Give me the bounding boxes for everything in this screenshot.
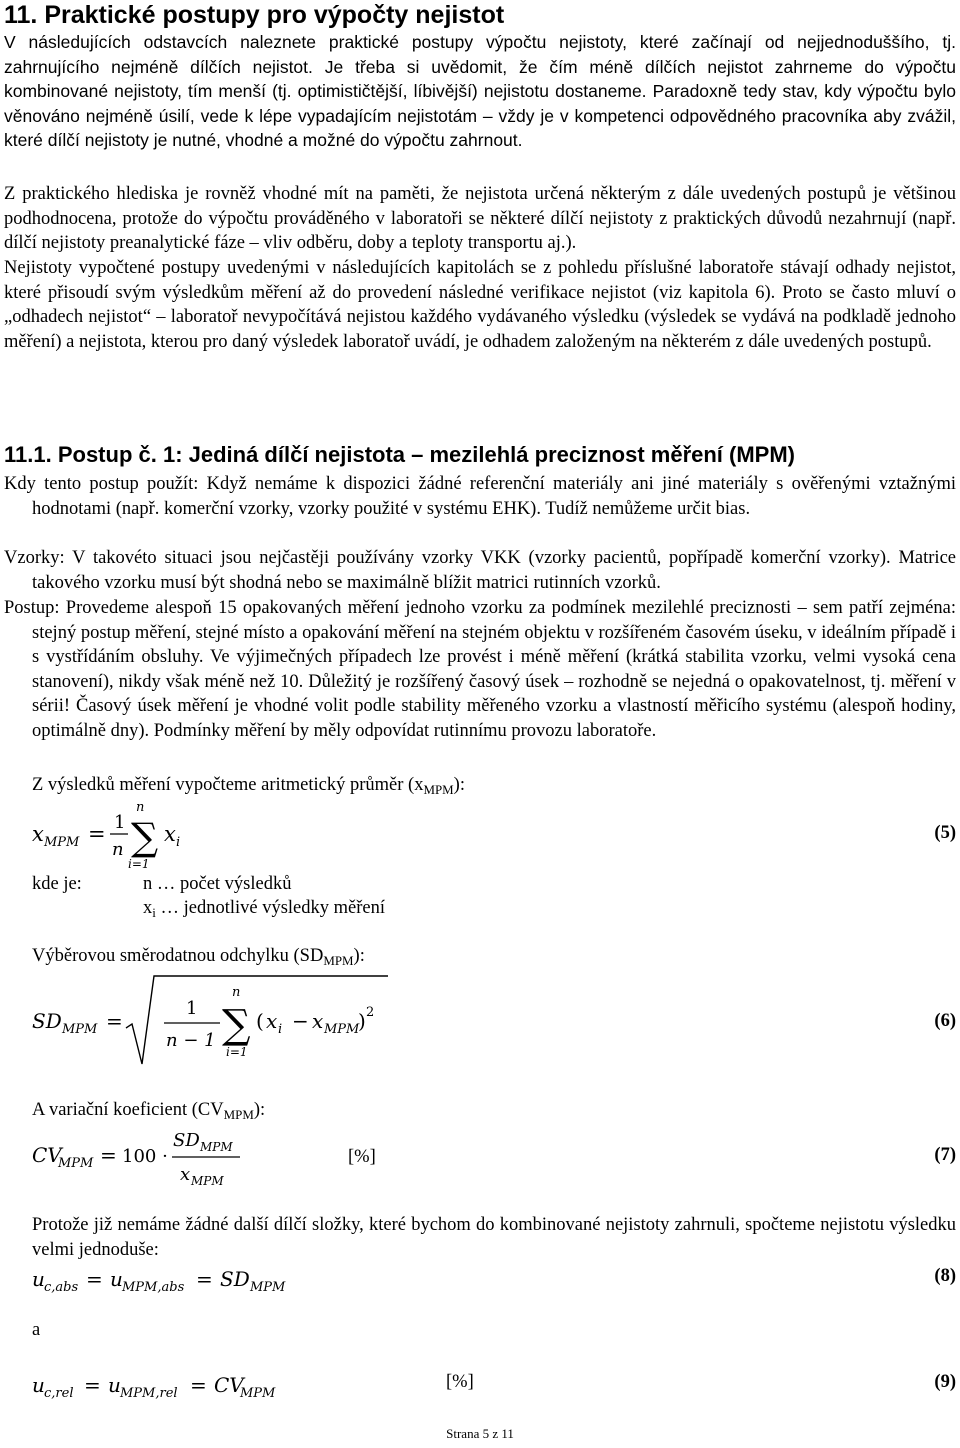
mean-intro-subscript: MPM xyxy=(423,781,454,797)
eq6-mpm: MPM xyxy=(62,1022,98,1037)
equation-cv-svg xyxy=(30,1122,290,1192)
equation-u-abs xyxy=(30,1262,330,1296)
eq5-lower: i=1 xyxy=(128,857,150,870)
cv-intro-end: ): xyxy=(253,1100,266,1120)
page-footer: Strana 5 z 11 xyxy=(446,1426,514,1441)
eq7-hundred: 100 · xyxy=(122,1146,168,1167)
eq6-equals: = xyxy=(106,1009,123,1033)
eq7-equals: = xyxy=(100,1143,117,1167)
intro-paragraph-2: Z praktického hlediska je rovněž vhodné mít na paměti, že nejistota určená některým z dále uvedených postupů je většinou podhodnocena, protože do výpočtu prováděného v laboratoři se některé dílčí nejistoty z praktických důvodů nezahrnují (např. dílčí nejistoty preanalytické fáze – vliv odběru, doby a teploty transportu aj.). xyxy=(4,184,956,253)
sd-intro-text: Výběrovou směrodatnou odchylku (SD xyxy=(32,946,324,966)
equation-u-rel xyxy=(30,1368,330,1402)
equation-u-abs-svg xyxy=(30,1262,330,1296)
final-paragraph: Protože již nemáme žádné další dílčí složky, které bychom do kombinované nejistoty zahrnuli, spočteme nejistotu výsledku velmi jednoduše: xyxy=(32,1215,956,1260)
when-to-use-paragraph: Kdy tento postup použít: Když nemáme k dispozici žádné referenční materiály ani jiné materiály s ověřenými vztažnými hodnotami (např. komerční vzorky, vzorky použité v systému EHK). Tudíž nemůžeme určit bias. xyxy=(4,474,956,519)
intro-paragraph-1: V následujících odstavcích naleznete praktické postupy výpočtu nejistoty, které začínají od nejjednoduššího, tj. zahrnujícího nejméně dílčích nejistot. Je třeba si uvědomit, že čím méně dílčích nejistot zahrneme do výpočtu kombinované nejistoty, tím menší (tj. optimističtější, líbivější) nejistotu dostaneme. Paradoxně tedy stav, kdy výpočtu bylo věnováno nejméně úsilí, vede k lépe vypadajícím nejistotám – vždy je v kompetenci odpovědného pracovníka aby zvážil, které dílčí nejistoty je nutné, vhodné a možné do výpočtu zahrnout. xyxy=(4,32,956,150)
procedure-paragraph: Postup: Provedeme alespoň 15 opakovaných měření jednoho vzorku za podmínek mezilehlé preciznosti – sem patří zejména: stejný postup měření, stejné místo a opakování měření na stejném objektu v rozšířeném časovém úseku, v ideálním případě i s vystřídáním obsluhy. Ve výjimečných případech lze provést i méně měření (krátká stabilita vzorku, velmi vysoká cena stanovení), nikdy však méně než 10. Důležitý je rozšířený časový úsek – rozhodně se nejedná o opakovatelnost, tj. měření v sérii! Časový úsek měření je vhodné volit podle stability měřeného vzorku a vlastností měřicího systému (alespoň hodiny, optimálně dny). Podmínky měření by měly odpovídat rutinnímu provozu laboratoře. xyxy=(4,598,956,741)
eq8-u: u xyxy=(32,1267,45,1291)
eq6-minus: − xyxy=(292,1009,309,1033)
equation-mean-svg xyxy=(30,795,230,870)
eq5-sum: ∑ xyxy=(131,815,159,859)
eq7-percent: [%] xyxy=(348,1147,376,1167)
eq9-cv: CV xyxy=(214,1373,244,1397)
eq9-equals-2: = xyxy=(190,1373,207,1397)
eq9-u: u xyxy=(32,1373,45,1397)
eq5-n: n xyxy=(112,839,124,860)
eq5-equals: = xyxy=(88,822,106,846)
eq6-one: 1 xyxy=(186,998,198,1019)
eq8-u2: u xyxy=(110,1267,123,1291)
intro-paragraph-3: Nejistoty vypočtené postupy uvedenými v následujících kapitolách se z pohledu příslušné laboratoře stávají odhady nejistot, které přisoudí svým výsledkům měření až do provedení následné verifikace nejistot (viz kapitola 6). Proto se často mluví o „odhadech nejistot“ – laboratoř nevypočítává nejistou každého vydávaného výsledku (výsledek se vydává na podkladě jednoho měření) a nejistota, kterou pro daný výsledek laboratoř uvádí, je odhadem založeným na některém z dále uvedených postupů. xyxy=(4,258,956,352)
eq6-x: x xyxy=(312,1009,324,1033)
eq9-c-rel: c,rel xyxy=(44,1386,74,1401)
eq5-xi: x xyxy=(164,822,176,846)
equation-number-9: (9) xyxy=(934,1372,956,1392)
eq9-cv-mpm: MPM xyxy=(240,1386,276,1401)
eq6-sum: ∑ xyxy=(222,1002,251,1048)
cv-intro-text: A variační koeficient (CV xyxy=(32,1100,224,1120)
definition-xi-subscript: i xyxy=(152,904,156,920)
eq7-cv: CV xyxy=(32,1143,62,1167)
eq6-xi: x xyxy=(266,1009,278,1033)
section-heading: 11.1. Postup č. 1: Jediná dílčí nejistota – mezilehlá preciznost měření (MPM) xyxy=(4,442,796,467)
cv-intro-subscript: MPM xyxy=(223,1106,254,1122)
mean-intro-text: Z výsledků měření vypočteme aritmetický průměr (x xyxy=(32,775,424,795)
eq9-percent: [%] xyxy=(446,1372,474,1392)
eq8-c-abs: c,abs xyxy=(44,1280,79,1295)
eq5-x: x xyxy=(32,822,44,846)
conjunction-a: a xyxy=(32,1320,41,1340)
equation-u-rel-svg xyxy=(30,1368,330,1402)
samples-paragraph: Vzorky: V takovéto situaci jsou nejčastěji používány vzorky VKK (vzorky pacientů, popřípadě komerční vzorky). Matrice takového vzorku musí být shodná nebo se maximálně blížit matrici rutinních vzorků. xyxy=(4,548,956,593)
eq8-equals-1: = xyxy=(86,1267,103,1291)
eq9-mpm-rel: MPM,rel xyxy=(120,1386,178,1401)
eq8-equals-2: = xyxy=(196,1267,213,1291)
eq8-mpm-abs: MPM,abs xyxy=(122,1280,185,1295)
eq9-equals-1: = xyxy=(84,1373,101,1397)
eq5-upper: n xyxy=(136,800,145,815)
eq6-sd: SD xyxy=(32,1009,62,1033)
definition-xi xyxy=(143,896,385,925)
eq7-mpm: MPM xyxy=(58,1156,94,1171)
definition-xi-symbol: x xyxy=(143,898,153,918)
eq5-i: i xyxy=(176,835,181,850)
eq8-sd-mpm: MPM xyxy=(250,1280,286,1295)
eq6-n-minus-1: n − 1 xyxy=(166,1030,216,1051)
eq6-upper: n xyxy=(232,985,241,1000)
equation-mean xyxy=(30,795,230,870)
equation-number-8: (8) xyxy=(934,1266,956,1286)
eq5-mpm: MPM xyxy=(44,835,80,850)
definition-n: n … počet výsledků xyxy=(143,874,292,894)
eq7-x-mpm: MPM xyxy=(191,1174,224,1188)
definition-xi-text: … jednotlivé výsledky měření xyxy=(155,898,386,918)
eq6-lower: i=1 xyxy=(226,1045,248,1059)
eq6-open-paren: ( xyxy=(256,1009,264,1033)
equation-number-5: (5) xyxy=(934,823,956,843)
eq5-one: 1 xyxy=(114,812,126,833)
eq7-sd: SD xyxy=(173,1130,200,1151)
eq8-sd: SD xyxy=(220,1267,250,1291)
chapter-heading: 11. Praktické postupy pro výpočty nejistot xyxy=(4,1,505,29)
mean-intro-end: ): xyxy=(453,775,465,795)
equation-number-6: (6) xyxy=(934,1011,956,1031)
where-label: kde je: xyxy=(32,874,82,894)
sd-intro-end: ): xyxy=(353,946,365,966)
equation-sd xyxy=(30,968,390,1068)
eq7-x: x xyxy=(180,1164,191,1185)
eq6-x-mpm: MPM xyxy=(324,1022,360,1037)
eq6-close-paren: ) xyxy=(358,1009,366,1033)
eq7-sd-mpm: MPM xyxy=(200,1140,233,1154)
sd-intro-subscript: MPM xyxy=(323,952,354,968)
equation-sd-svg xyxy=(30,968,390,1068)
equation-cv xyxy=(30,1122,290,1192)
equation-number-7: (7) xyxy=(934,1145,956,1165)
eq6-square: 2 xyxy=(366,1005,375,1020)
eq9-u2: u xyxy=(108,1373,121,1397)
eq6-i: i xyxy=(278,1022,283,1037)
